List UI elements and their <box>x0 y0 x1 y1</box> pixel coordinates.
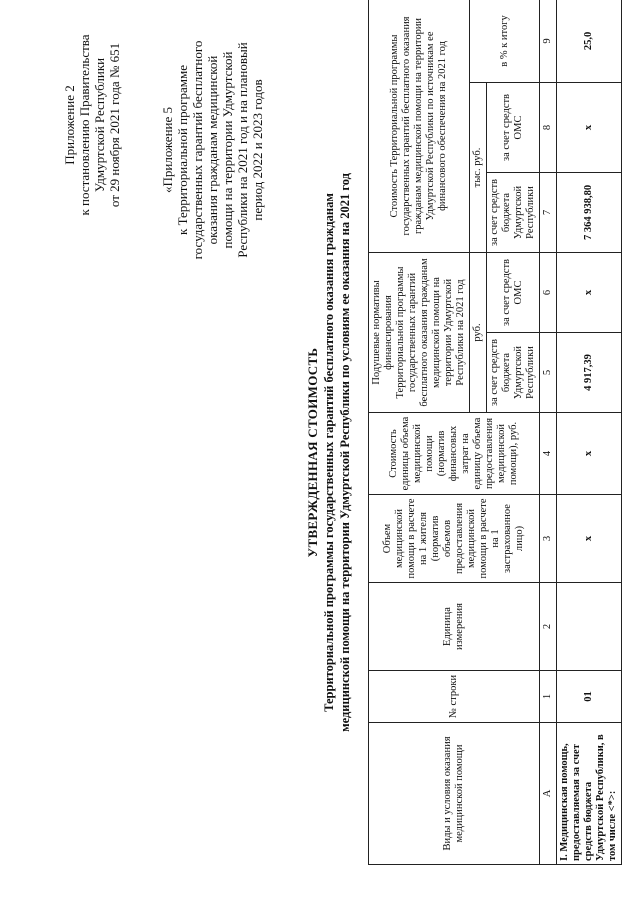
header-col-3: Объем медицинской помощи в расчете на 1 жителя (норматив объемов предоставления медицинской помощи в расчете на 1 застрахованное лицо) <box>369 495 540 583</box>
title-main: УТВЕРЖДЕННАЯ СТОИМОСТЬ <box>305 347 320 558</box>
appendix-5-line: период 2022 и 2023 годов <box>250 79 265 221</box>
appendix-2-header <box>62 10 122 240</box>
row-volume: х <box>557 495 622 583</box>
appendix-5-line: помощи на территории Удмуртской <box>220 51 235 249</box>
appendix-2-line: от 29 ноября 2021 года № 651 <box>107 42 122 208</box>
cost-table <box>368 0 622 865</box>
number-cell: А <box>540 723 557 865</box>
table-row <box>557 0 622 865</box>
number-cell: 8 <box>540 82 557 172</box>
number-cell: 5 <box>540 333 557 413</box>
header-col-9: в % к итогу <box>470 0 540 82</box>
appendix-5-line: к Территориальной программе <box>175 65 190 235</box>
number-cell: 6 <box>540 252 557 332</box>
header-unit-5-6: руб. <box>470 252 487 412</box>
number-cell: 1 <box>540 671 557 723</box>
header-col-8: за счет средств ОМС <box>487 82 540 172</box>
number-cell: 3 <box>540 495 557 583</box>
title-line-1: Территориальной программы государственных гарантий бесплатного оказания гражданам <box>322 193 336 712</box>
header-col-7: за счет средств бюджета Удмуртской Республики <box>487 172 540 252</box>
row-name: I. Медицинская помощь, предоставляемая за счет средств бюджета Удмуртской Республики, в том числе <*>: <box>557 723 622 865</box>
row-per-capita-budget: 4 917,39 <box>557 333 622 413</box>
number-cell: 4 <box>540 413 557 495</box>
header-col-5: за счет средств бюджета Удмуртской Республики <box>487 333 540 413</box>
number-cell: 9 <box>540 0 557 82</box>
title-line-2: медицинской помощи на территории Удмуртской Республики по условиям ее оказания на 2021 год <box>338 173 352 732</box>
appendix-5-line: государственных гарантий бесплатного <box>190 40 205 260</box>
row-line-no: 01 <box>557 671 622 723</box>
header-col-a: Виды и условия оказания медицинской помощи <box>369 723 540 865</box>
appendix-2-line: Удмуртской Республики <box>92 57 107 193</box>
header-group-7-9: Стоимость Территориальной программы государственных гарантий бесплатного оказания гражданам медицинской помощи на территории Удмуртской Республики по источникам ее финансового обеспечения на 2021 год <box>369 0 470 252</box>
header-row-1 <box>369 0 470 865</box>
row-unit <box>557 583 622 671</box>
row-cost-oms: х <box>557 82 622 172</box>
header-col-1: № строки <box>369 671 540 723</box>
appendix-5-line: «Приложение 5 <box>160 106 175 194</box>
row-unit-cost: х <box>557 413 622 495</box>
row-per-capita-oms: х <box>557 252 622 332</box>
numbering-row <box>540 0 557 865</box>
document-title <box>305 0 353 905</box>
row-cost-budget: 7 364 938,80 <box>557 172 622 252</box>
number-cell: 2 <box>540 583 557 671</box>
header-col-4: Стоимость единицы объема медицинской помощи (норматив финансовых затрат на единицу объема предоставления медицинской помощи), руб. <box>369 413 540 495</box>
header-col-6: за счет средств ОМС <box>487 252 540 332</box>
row-percent: 25,0 <box>557 0 622 82</box>
appendix-5-line: оказания гражданам медицинской <box>205 55 220 245</box>
number-cell: 7 <box>540 172 557 252</box>
header-col-2: Единица измерения <box>369 583 540 671</box>
header-group-5-6: Подушевые нормативы финансирования Территориальной программы государственных гарантий бесплатного оказания гражданам медицинской помощи на территории Удмуртской Республики на 2021 год <box>369 252 470 412</box>
appendix-2-line: к постановлению Правительства <box>77 34 92 216</box>
appendix-2-line: Приложение 2 <box>62 85 77 165</box>
appendix-5-line: Республики на 2021 год и на плановый <box>235 42 250 258</box>
appendix-5-header <box>160 10 265 290</box>
header-unit-7-8: тыс. руб. <box>470 82 487 252</box>
